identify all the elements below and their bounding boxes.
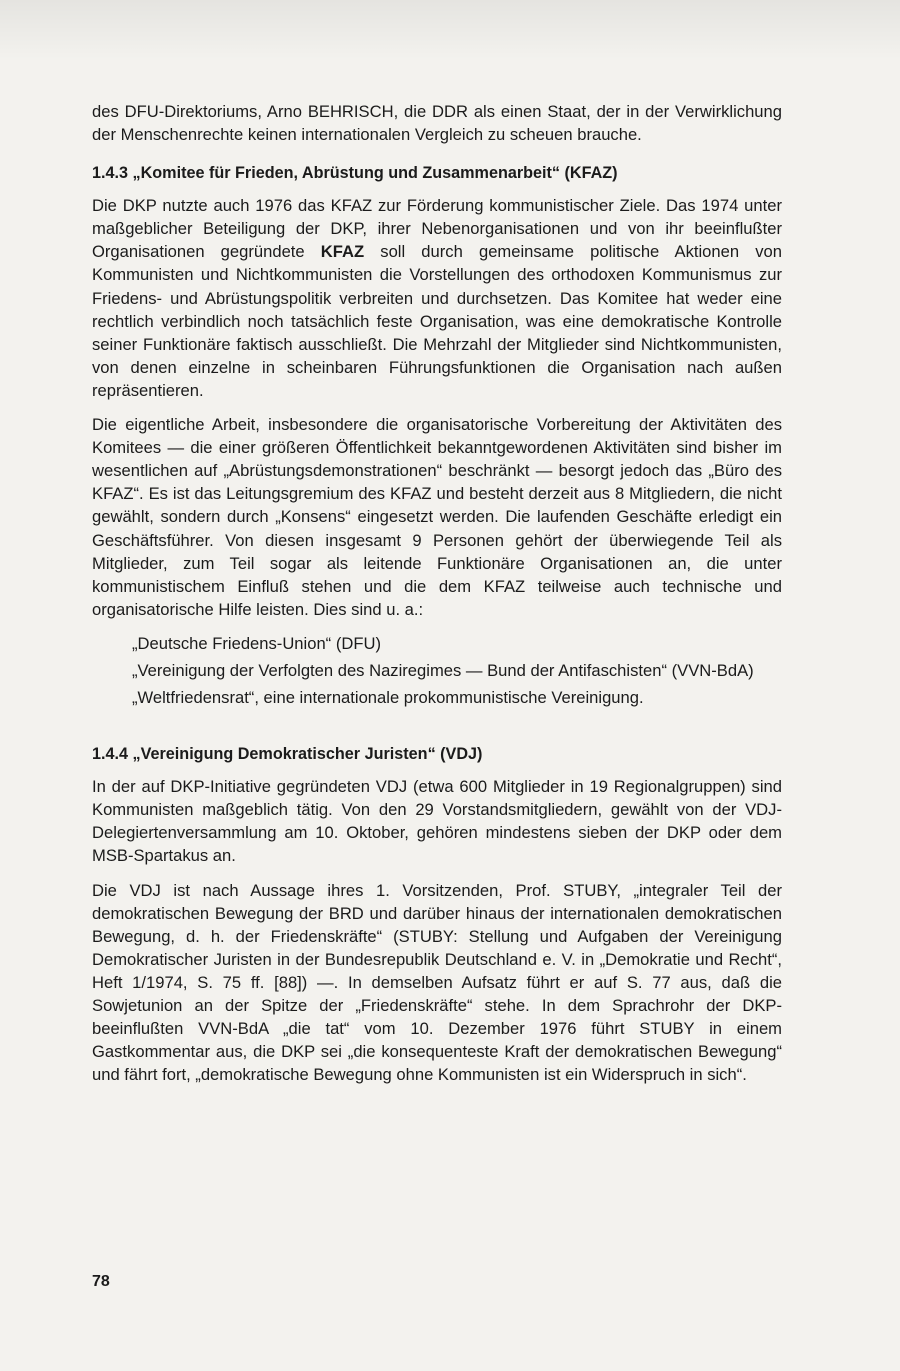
list-item: „Deutsche Friedens-Union“ (DFU) xyxy=(132,633,381,653)
scan-shading xyxy=(0,0,900,60)
vdj-paragraph-2: Die VDJ ist nach Aussage ihres 1. Vorsitzenden, Prof. STUBY, „integraler Teil der demokratischen Bewegung der BRD und darüber hinaus der internationalen demokratischen Bewegung, d. h. der Friedenskräfte“ (STUBY: Stellung und Aufgaben der Vereinigung Demokratischer Juristen in der Bundesrepublik Deutschland e. V. in „Demokratie und Recht“, Heft 1/1974, S. 75 ff. [88]) —. In demselben Aufsatz führt er auf S. 77 aus, daß die Sowjetunion an der Spitze der „Friedenskräfte“ stehe. In dem Sprachrohr der DKP-beeinflußten VVN-BdA „die tat“ vom 10. Dezember 1976 führt STUBY in einem Gastkommentar aus, die DKP sei „die konsequenteste Kraft der demokratischen Bewegung“ und fährt fort, „demokratische Bewegung ohne Kommunisten ist ein Widerspruch in sich“. xyxy=(92,880,782,1085)
kfaz-paragraph-1-part-b: soll durch gemeinsame politische Aktionen von Kommunisten und Nichtkommunisten die Vorstellungen des orthodoxen Kommunismus zur Friedens- und Abrüstungspolitik verbreiten und durchsetzen. Das Komitee hat weder eine rechtlich verbindlich noch tatsächlich feste Organisation, was eine demokratische Kontrolle seiner Funktionäre faktisch ausschließt. Die Mehrzahl der Mitglieder sind Nichtkommunisten, von denen einzelne in scheinbaren Führungsfunktionen die Organisation nach außen repräsentieren. xyxy=(92,242,782,400)
intro-paragraph: des DFU-Direktoriums, Arno BEHRISCH, die DDR als einen Staat, der in der Verwirklichung der Menschenrechte keinen internationalen Vergleich zu scheuen brauche. xyxy=(92,102,782,145)
kfaz-organisations-list xyxy=(132,632,782,709)
list-item: „Weltfriedensrat“, eine internationale prokommunistische Vereinigung. xyxy=(132,688,644,708)
list-item: „Vereinigung der Verfolgten des Naziregimes — Bund der Antifaschisten“ (VVN-BdA) xyxy=(132,660,754,680)
section-heading-vdj: 1.4.4 „Vereinigung Demokratischer Juristen“ (VDJ) xyxy=(92,745,483,764)
kfaz-paragraph-2: Die eigentliche Arbeit, insbesondere die organisatorische Vorbereitung der Aktivitäten des Komitees — die einer größeren Öffentlichkeit bekanntgewordenen Aktivitäten sind bisher im wesentlichen auf „Abrüstungsdemonstrationen“ beschränkt — besorgt jedoch das „Büro des KFAZ“. Es ist das Leitungsgremium des KFAZ und besteht derzeit aus 8 Mitgliedern, die nicht gewählt, sondern durch „Konsens“ eingesetzt werden. Die laufenden Geschäfte erledigt ein Geschäftsführer. Von diesen insgesamt 9 Personen gehört der überwiegende Teil als Mitglieder, zum Teil sogar als leitende Funktionäre Organisationen an, die unter kommunistischem Einfluß stehen und die dem KFAZ teilweise auch technische und organisatorische Hilfe leisten. Dies sind u. a.: xyxy=(92,415,782,619)
kfaz-paragraph-1 xyxy=(92,194,782,402)
vdj-paragraph-1: In der auf DKP-Initiative gegründeten VDJ (etwa 600 Mitglieder in 19 Regionalgruppen) sind Kommunisten maßgeblich tätig. Von den 29 Vorstandsmitgliedern, gewählt von der VDJ-Delegiertenversammlung am 10. Oktober, gehören mindestens sieben der DKP oder dem MSB-Spartakus an. xyxy=(92,777,782,866)
page-body xyxy=(92,100,782,1097)
page-number: 78 xyxy=(92,1273,110,1290)
kfaz-bold-term: KFAZ xyxy=(320,242,365,262)
kfaz-paragraph-1-part-a: Die DKP nutzte auch 1976 das KFAZ zur Förderung kommunistischer Ziele. Das 1974 unter maßgeblicher Beteiligung der DKP, ihrer Nebenorganisationen und von ihr beeinflußter Organisationen gegründete xyxy=(92,196,782,262)
section-heading-kfaz: 1.4.3 „Komitee für Frieden, Abrüstung und Zusammenarbeit“ (KFAZ) xyxy=(92,164,618,183)
